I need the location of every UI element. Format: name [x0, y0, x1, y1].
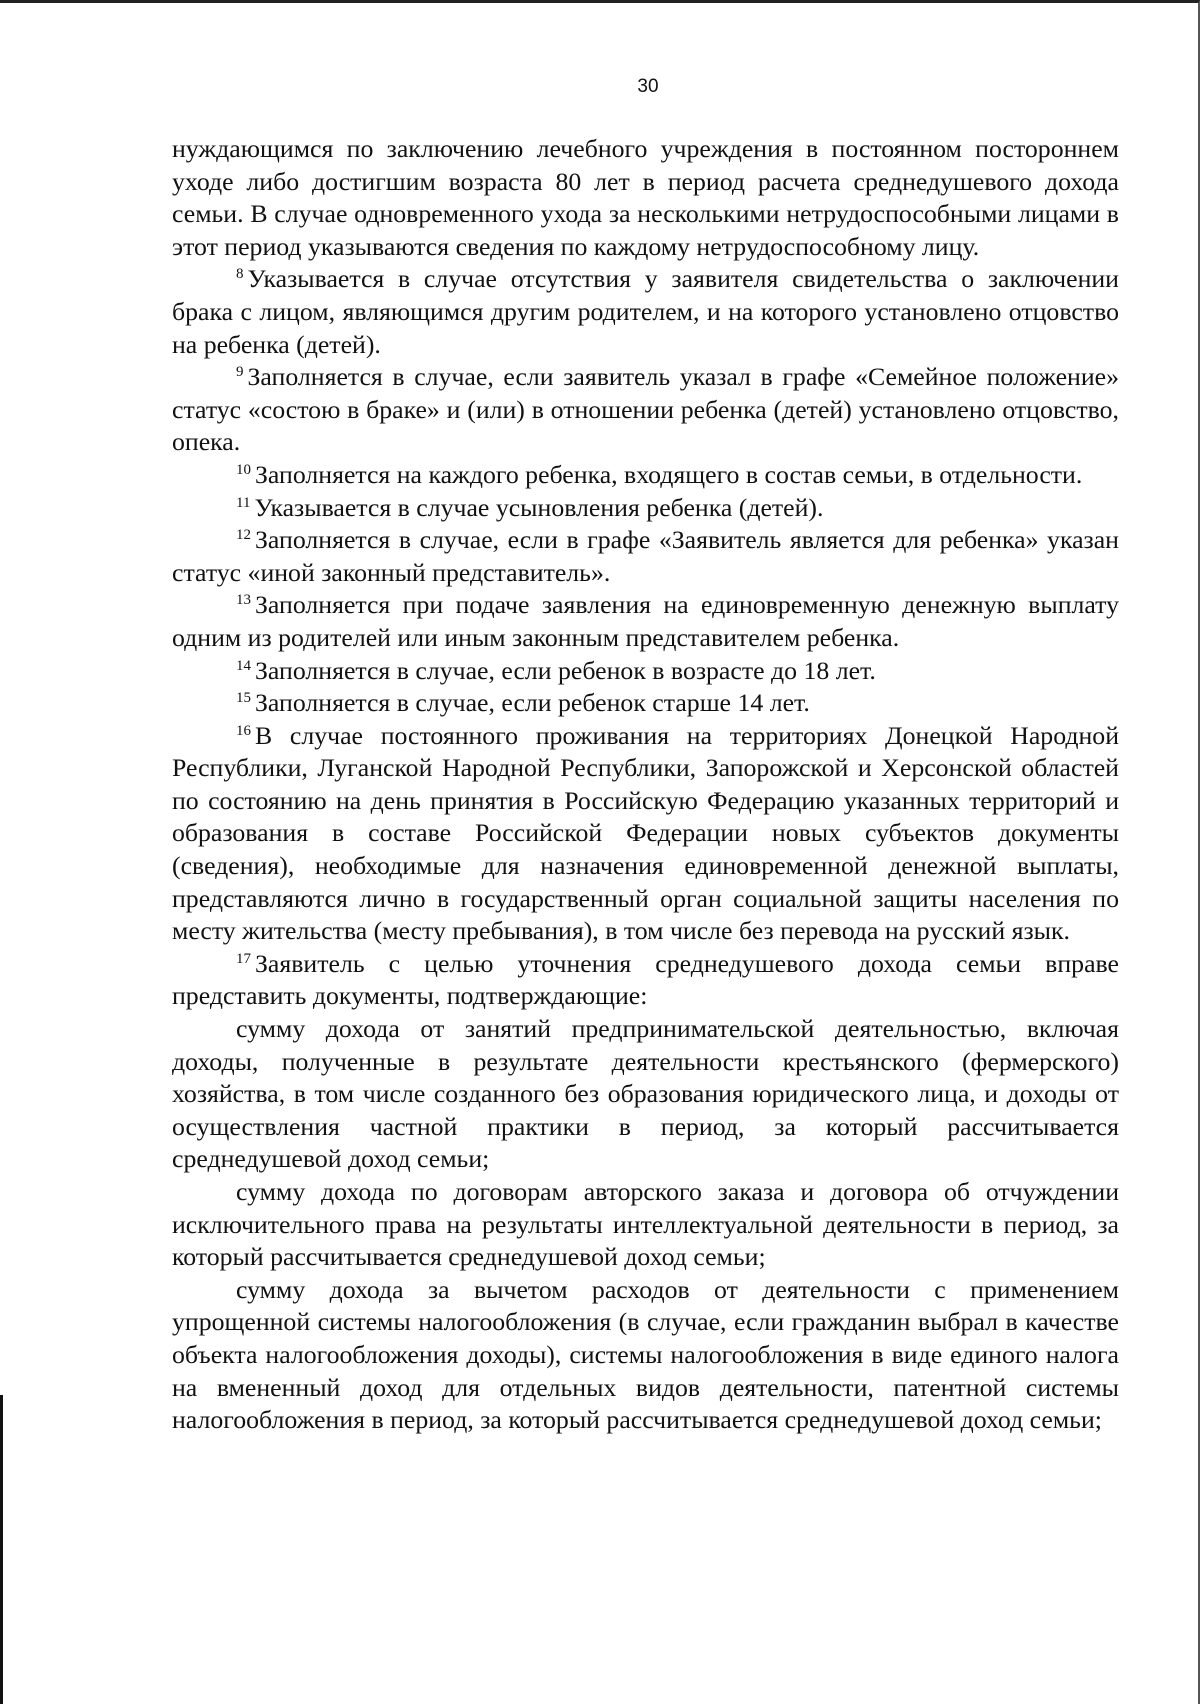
footnote-marker: 17	[236, 950, 251, 967]
footnote-marker: 13	[236, 592, 251, 609]
scan-edge	[0, 1395, 3, 1704]
paragraph-text: сумму дохода по договорам авторского заказа и договора об отчуждении исключительного права на результаты интеллектуальной деятельности в период, за который рассчитывается среднедушевой доход семьи;	[172, 1177, 1119, 1272]
footnote-marker: 16	[236, 722, 251, 739]
footnote-marker: 11	[236, 494, 251, 511]
page-number: 30	[637, 76, 659, 97]
footnote-text: Заполняется при подаче заявления на единовременную денежную выплату одним из родителей или иным законным представителем ребенка.	[172, 590, 1119, 652]
footnote-marker: 9	[236, 364, 244, 381]
footnote-marker: 15	[236, 690, 251, 707]
footnote-text: Заполняется в случае, если ребенок в возрасте до 18 лет.	[255, 655, 876, 685]
list-paragraph	[172, 1013, 1119, 1176]
footnote-10	[172, 459, 1119, 492]
footnote-marker: 14	[236, 657, 251, 674]
footnote-text: Заполняется в случае, если заявитель указал в графе «Семейное положение» статус «состою в браке» и (или) в отношении ребенка (детей) установлено отцовство, опека.	[172, 362, 1119, 457]
paragraph-text: сумму дохода от занятий предпринимательской деятельностью, включая доходы, полученные в результате деятельности крестьянского (фермерского) хозяйства, в том числе созданного без образования юридического лица, и доходы от осуществления частной практики в период, за который рассчитывается среднедушевой доход семьи;	[172, 1014, 1119, 1174]
footnote-8	[172, 263, 1119, 361]
footnote-12	[172, 524, 1119, 589]
footnote-text: Заполняется в случае, если ребенок старше 14 лет.	[255, 688, 810, 718]
paragraph-text: нуждающимся по заключению лечебного учреждения в постоянном постороннем уходе либо достигшим возраста 80 лет в период расчета среднедушевого дохода семьи. В случае одновременного ухода за несколькими нетрудоспособными лицами в этот период указываются сведения по каждому нетрудоспособному лицу.	[172, 134, 1119, 261]
footnote-text: Указывается в случае усыновления ребенка (детей).	[254, 492, 824, 522]
footnote-text: Заполняется в случае, если в графе «Заявитель является для ребенка» указан статус «иной законный представитель».	[172, 525, 1119, 587]
footnote-16	[172, 720, 1119, 948]
footnote-14	[172, 655, 1119, 688]
footnote-9	[172, 361, 1119, 459]
paragraph-continuation	[172, 133, 1119, 263]
footnote-text: Заявитель с целью уточнения среднедушевого дохода семьи вправе представить документы, подтверждающие:	[172, 948, 1119, 1011]
document-body	[172, 133, 1119, 1437]
footnote-marker: 10	[236, 461, 251, 478]
footnote-17	[172, 948, 1119, 1013]
footnote-text: Заполняется на каждого ребенка, входящего в состав семьи, в отдельности.	[255, 459, 1083, 489]
footnote-marker: 12	[236, 527, 251, 544]
footnote-text: Указывается в случае отсутствия у заявителя свидетельства о заключении брака с лицом, являющимся другим родителем, и на которого установлено отцовство на ребенка (детей).	[172, 264, 1119, 359]
footnote-15	[172, 687, 1119, 720]
footnote-13	[172, 589, 1119, 654]
footnote-text: В случае постоянного проживания на территориях Донецкой Народной Республики, Луганской Народной Республики, Запорожской и Херсонской областей по состоянию на день принятия в Российскую Федерацию указанных территорий и образования в составе Российской Федерации новых субъектов документы (сведения), необходимые для назначения единовременной денежной выплаты, представляются лично в государственный орган социальной защиты населения по месту жительства (месту пребывания), в том числе без перевода на русский язык.	[172, 720, 1119, 946]
list-paragraph	[172, 1274, 1119, 1437]
paragraph-text: сумму дохода за вычетом расходов от деятельности с применением упрощенной системы налогообложения (в случае, если гражданин выбрал в качестве объекта налогообложения доходы), системы налогообложения в виде единого налога на вмененный доход для отдельных видов деятельности, патентной системы налогообложения в период, за который рассчитывается среднедушевой доход семьи;	[172, 1274, 1119, 1435]
footnote-11	[172, 492, 1119, 525]
footnote-marker: 8	[236, 266, 244, 283]
list-paragraph	[172, 1176, 1119, 1274]
